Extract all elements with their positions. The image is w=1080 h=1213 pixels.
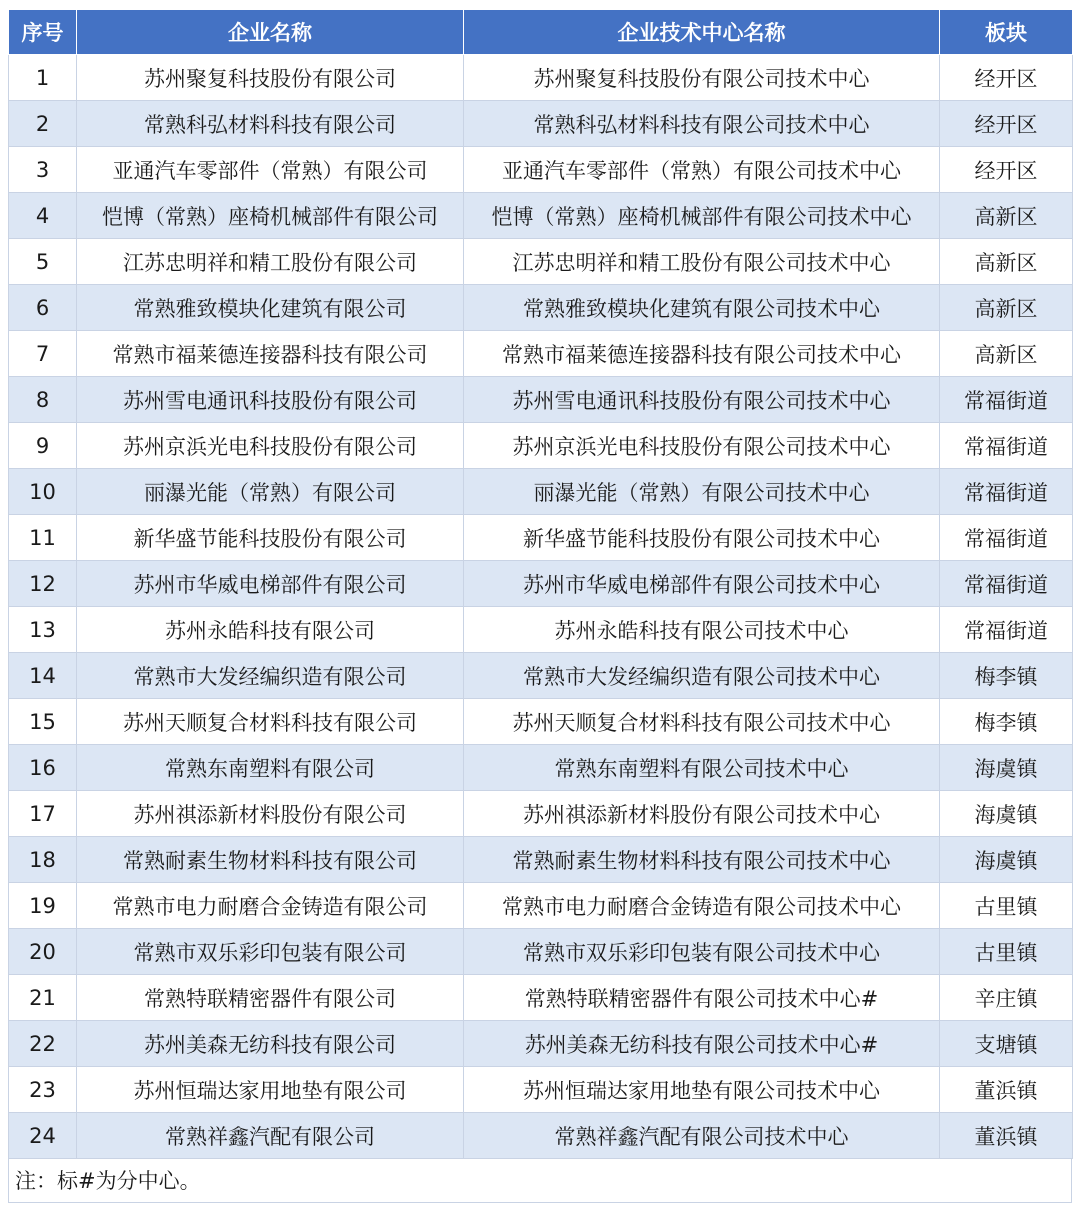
district-cell: 高新区 (940, 331, 1073, 377)
tech-center-name-cell: 常熟耐素生物材料科技有限公司技术中心 (464, 837, 940, 883)
table-row (9, 193, 1073, 239)
company-name-cell: 常熟东南塑料有限公司 (77, 745, 464, 791)
table-row (9, 653, 1073, 699)
header-index: 序号 (9, 10, 77, 55)
company-name-cell: 苏州雪电通讯科技股份有限公司 (77, 377, 464, 423)
tech-center-name-cell: 常熟雅致模块化建筑有限公司技术中心 (464, 285, 940, 331)
table-row (9, 377, 1073, 423)
company-name-cell: 新华盛节能科技股份有限公司 (77, 515, 464, 561)
table-row (9, 469, 1073, 515)
table-row (9, 745, 1073, 791)
row-index-cell: 4 (9, 193, 77, 239)
district-cell: 经开区 (940, 55, 1073, 101)
row-index-cell: 1 (9, 55, 77, 101)
table-row (9, 929, 1073, 975)
header-tech-center-name: 企业技术中心名称 (464, 10, 940, 55)
company-name-cell: 苏州美森无纺科技有限公司 (77, 1021, 464, 1067)
row-index-cell: 8 (9, 377, 77, 423)
row-index-cell: 23 (9, 1067, 77, 1113)
table-row (9, 561, 1073, 607)
district-cell: 董浜镇 (940, 1113, 1073, 1159)
tech-center-name-cell: 恺博（常熟）座椅机械部件有限公司技术中心 (464, 193, 940, 239)
tech-center-name-cell: 常熟市双乐彩印包装有限公司技术中心 (464, 929, 940, 975)
row-index-cell: 2 (9, 101, 77, 147)
table-row (9, 331, 1073, 377)
table-row (9, 285, 1073, 331)
table-row (9, 607, 1073, 653)
company-name-cell: 常熟特联精密器件有限公司 (77, 975, 464, 1021)
company-name-cell: 苏州京浜光电科技股份有限公司 (77, 423, 464, 469)
row-index-cell: 14 (9, 653, 77, 699)
company-name-cell: 苏州聚复科技股份有限公司 (77, 55, 464, 101)
table-row (9, 423, 1073, 469)
company-name-cell: 苏州市华威电梯部件有限公司 (77, 561, 464, 607)
district-cell: 常福街道 (940, 423, 1073, 469)
header-company-name: 企业名称 (77, 10, 464, 55)
row-index-cell: 12 (9, 561, 77, 607)
table-header-row (9, 10, 1073, 55)
row-index-cell: 13 (9, 607, 77, 653)
tech-center-name-cell: 常熟祥鑫汽配有限公司技术中心 (464, 1113, 940, 1159)
row-index-cell: 3 (9, 147, 77, 193)
company-name-cell: 丽瀑光能（常熟）有限公司 (77, 469, 464, 515)
company-name-cell: 常熟科弘材料科技有限公司 (77, 101, 464, 147)
company-name-cell: 常熟耐素生物材料科技有限公司 (77, 837, 464, 883)
row-index-cell: 20 (9, 929, 77, 975)
tech-center-name-cell: 苏州恒瑞达家用地垫有限公司技术中心 (464, 1067, 940, 1113)
tech-center-name-cell: 常熟市大发经编织造有限公司技术中心 (464, 653, 940, 699)
tech-center-name-cell: 苏州祺添新材料股份有限公司技术中心 (464, 791, 940, 837)
tech-center-name-cell: 苏州美森无纺科技有限公司技术中心# (464, 1021, 940, 1067)
table-row (9, 515, 1073, 561)
district-cell: 经开区 (940, 147, 1073, 193)
district-cell: 辛庄镇 (940, 975, 1073, 1021)
district-cell: 常福街道 (940, 377, 1073, 423)
district-cell: 梅李镇 (940, 653, 1073, 699)
company-name-cell: 常熟祥鑫汽配有限公司 (77, 1113, 464, 1159)
row-index-cell: 9 (9, 423, 77, 469)
table-footnote: 注：标#为分中心。 (8, 1159, 1072, 1203)
company-name-cell: 常熟市双乐彩印包装有限公司 (77, 929, 464, 975)
tech-center-name-cell: 苏州聚复科技股份有限公司技术中心 (464, 55, 940, 101)
tech-center-name-cell: 常熟市福莱德连接器科技有限公司技术中心 (464, 331, 940, 377)
company-name-cell: 苏州天顺复合材料科技有限公司 (77, 699, 464, 745)
company-name-cell: 常熟市福莱德连接器科技有限公司 (77, 331, 464, 377)
district-cell: 海虞镇 (940, 745, 1073, 791)
company-name-cell: 常熟市大发经编织造有限公司 (77, 653, 464, 699)
tech-center-name-cell: 苏州永皓科技有限公司技术中心 (464, 607, 940, 653)
table-row (9, 1021, 1073, 1067)
row-index-cell: 16 (9, 745, 77, 791)
district-cell: 常福街道 (940, 469, 1073, 515)
company-name-cell: 恺博（常熟）座椅机械部件有限公司 (77, 193, 464, 239)
tech-center-name-cell: 常熟东南塑料有限公司技术中心 (464, 745, 940, 791)
district-cell: 古里镇 (940, 929, 1073, 975)
company-name-cell: 苏州恒瑞达家用地垫有限公司 (77, 1067, 464, 1113)
row-index-cell: 21 (9, 975, 77, 1021)
company-name-cell: 苏州永皓科技有限公司 (77, 607, 464, 653)
table-row (9, 1113, 1073, 1159)
district-cell: 高新区 (940, 239, 1073, 285)
district-cell: 海虞镇 (940, 837, 1073, 883)
company-name-cell: 亚通汽车零部件（常熟）有限公司 (77, 147, 464, 193)
district-cell: 高新区 (940, 285, 1073, 331)
tech-center-name-cell: 新华盛节能科技股份有限公司技术中心 (464, 515, 940, 561)
district-cell: 常福街道 (940, 561, 1073, 607)
company-name-cell: 苏州祺添新材料股份有限公司 (77, 791, 464, 837)
row-index-cell: 11 (9, 515, 77, 561)
tech-center-name-cell: 常熟市电力耐磨合金铸造有限公司技术中心 (464, 883, 940, 929)
tech-center-name-cell: 常熟特联精密器件有限公司技术中心# (464, 975, 940, 1021)
district-cell: 古里镇 (940, 883, 1073, 929)
row-index-cell: 6 (9, 285, 77, 331)
row-index-cell: 7 (9, 331, 77, 377)
company-name-cell: 江苏忠明祥和精工股份有限公司 (77, 239, 464, 285)
row-index-cell: 15 (9, 699, 77, 745)
district-cell: 常福街道 (940, 607, 1073, 653)
district-cell: 高新区 (940, 193, 1073, 239)
table-row (9, 791, 1073, 837)
table-row (9, 1067, 1073, 1113)
district-cell: 经开区 (940, 101, 1073, 147)
row-index-cell: 19 (9, 883, 77, 929)
table-row (9, 147, 1073, 193)
table-body (9, 55, 1073, 1159)
header-district: 板块 (940, 10, 1073, 55)
table-row (9, 239, 1073, 285)
tech-center-name-cell: 苏州天顺复合材料科技有限公司技术中心 (464, 699, 940, 745)
row-index-cell: 17 (9, 791, 77, 837)
district-cell: 常福街道 (940, 515, 1073, 561)
table-row (9, 55, 1073, 101)
table-row (9, 837, 1073, 883)
tech-center-name-cell: 常熟科弘材料科技有限公司技术中心 (464, 101, 940, 147)
company-name-cell: 常熟雅致模块化建筑有限公司 (77, 285, 464, 331)
table-row (9, 883, 1073, 929)
row-index-cell: 22 (9, 1021, 77, 1067)
district-cell: 梅李镇 (940, 699, 1073, 745)
district-cell: 海虞镇 (940, 791, 1073, 837)
tech-center-name-cell: 亚通汽车零部件（常熟）有限公司技术中心 (464, 147, 940, 193)
district-cell: 支塘镇 (940, 1021, 1073, 1067)
table-row (9, 975, 1073, 1021)
row-index-cell: 18 (9, 837, 77, 883)
company-name-cell: 常熟市电力耐磨合金铸造有限公司 (77, 883, 464, 929)
enterprise-tech-center-table (8, 9, 1073, 1159)
tech-center-name-cell: 苏州京浜光电科技股份有限公司技术中心 (464, 423, 940, 469)
tech-center-name-cell: 丽瀑光能（常熟）有限公司技术中心 (464, 469, 940, 515)
enterprise-table-container (8, 9, 1072, 1203)
tech-center-name-cell: 苏州雪电通讯科技股份有限公司技术中心 (464, 377, 940, 423)
row-index-cell: 24 (9, 1113, 77, 1159)
row-index-cell: 10 (9, 469, 77, 515)
table-row (9, 699, 1073, 745)
row-index-cell: 5 (9, 239, 77, 285)
tech-center-name-cell: 苏州市华威电梯部件有限公司技术中心 (464, 561, 940, 607)
table-row (9, 101, 1073, 147)
tech-center-name-cell: 江苏忠明祥和精工股份有限公司技术中心 (464, 239, 940, 285)
district-cell: 董浜镇 (940, 1067, 1073, 1113)
